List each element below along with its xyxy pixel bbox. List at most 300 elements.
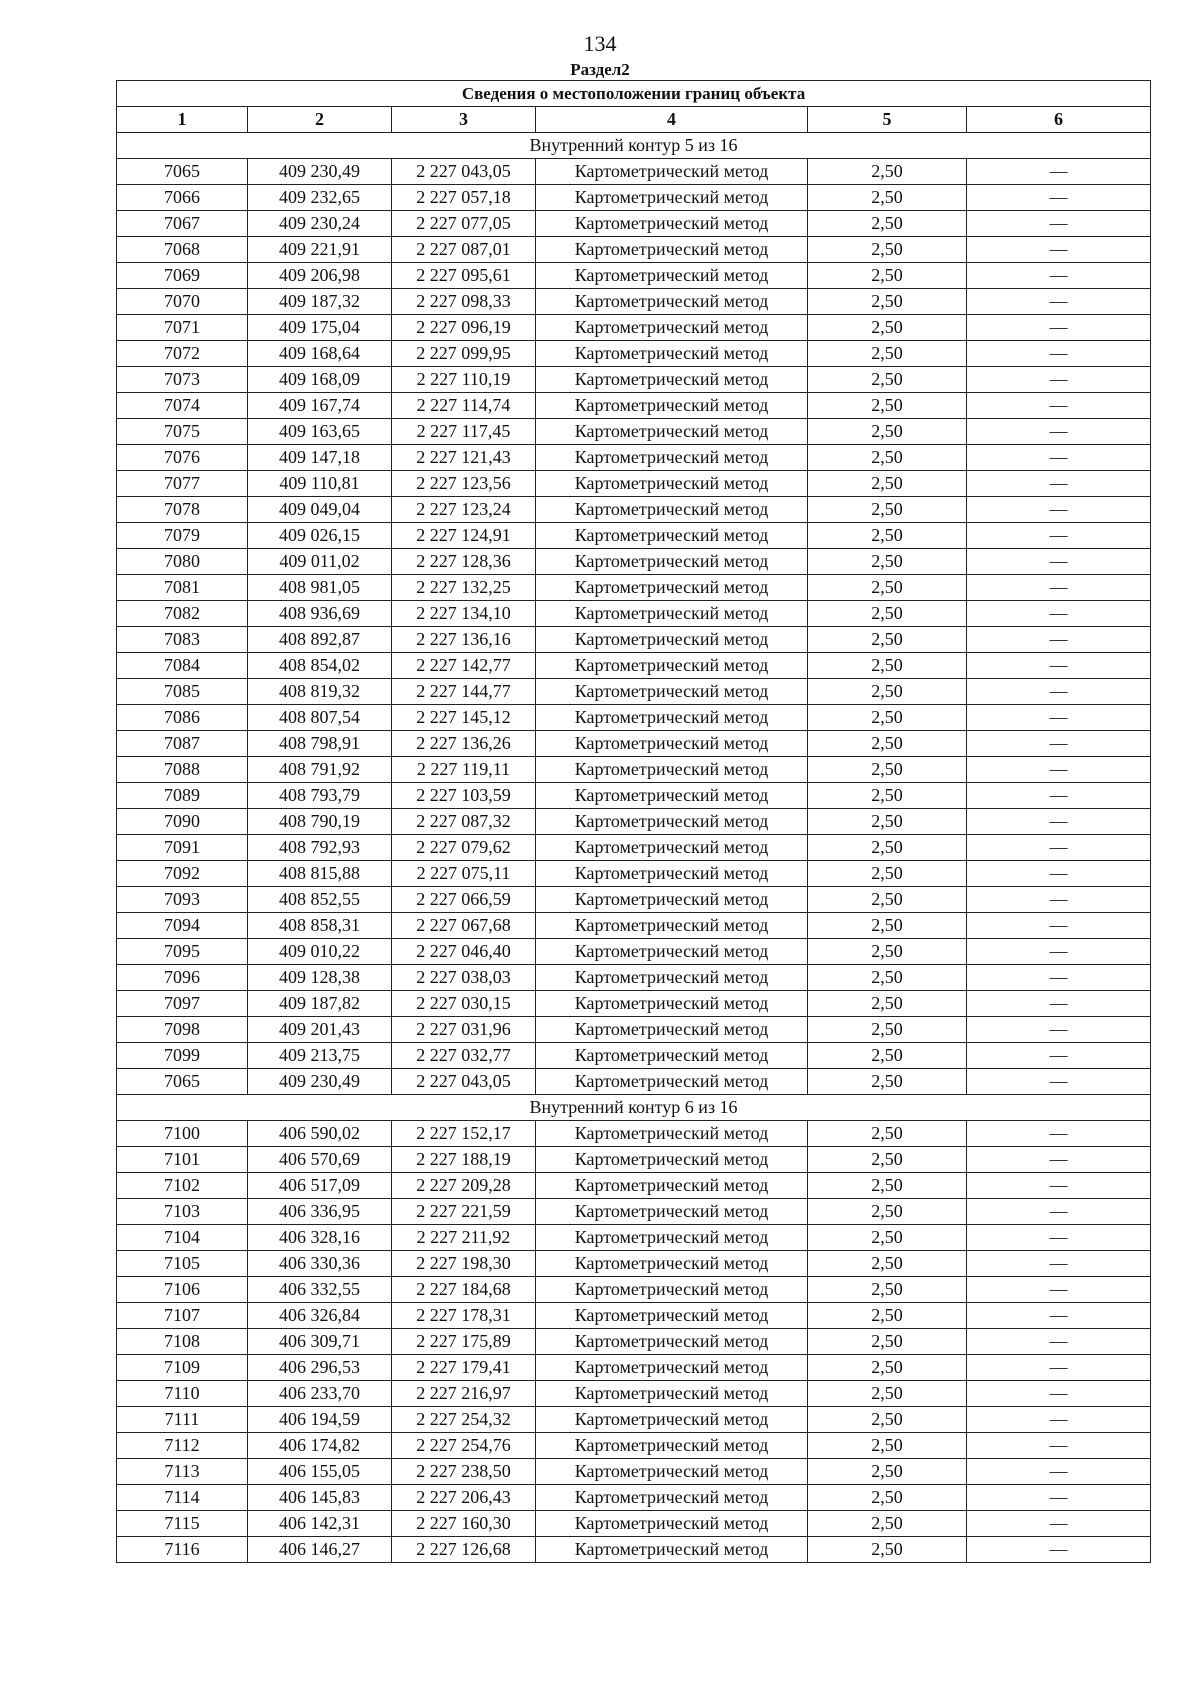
point-number: 7096	[117, 965, 248, 991]
point-number: 7066	[117, 185, 248, 211]
x-coordinate: 409 206,98	[248, 263, 392, 289]
y-coordinate: 2 227 134,10	[392, 601, 536, 627]
y-coordinate: 2 227 032,77	[392, 1043, 536, 1069]
y-coordinate: 2 227 136,16	[392, 627, 536, 653]
description: —	[967, 1225, 1151, 1251]
table-row	[117, 419, 1151, 445]
determination-method: Картометрический метод	[536, 1251, 808, 1277]
determination-method: Картометрический метод	[536, 731, 808, 757]
point-number: 7073	[117, 367, 248, 393]
x-coordinate: 406 517,09	[248, 1173, 392, 1199]
accuracy: 2,50	[808, 471, 967, 497]
accuracy: 2,50	[808, 341, 967, 367]
description: —	[967, 1381, 1151, 1407]
x-coordinate: 408 815,88	[248, 861, 392, 887]
point-number: 7076	[117, 445, 248, 471]
determination-method: Картометрический метод	[536, 939, 808, 965]
description: —	[967, 393, 1151, 419]
point-number: 7099	[117, 1043, 248, 1069]
description: —	[967, 887, 1151, 913]
table-row	[117, 939, 1151, 965]
table-row	[117, 601, 1151, 627]
accuracy: 2,50	[808, 263, 967, 289]
determination-method: Картометрический метод	[536, 263, 808, 289]
accuracy: 2,50	[808, 1043, 967, 1069]
x-coordinate: 409 230,49	[248, 1069, 392, 1095]
accuracy: 2,50	[808, 1251, 967, 1277]
description: —	[967, 419, 1151, 445]
description: —	[967, 315, 1151, 341]
accuracy: 2,50	[808, 1225, 967, 1251]
table-row	[117, 887, 1151, 913]
table-row	[117, 289, 1151, 315]
point-number: 7067	[117, 211, 248, 237]
y-coordinate: 2 227 123,24	[392, 497, 536, 523]
determination-method: Картометрический метод	[536, 601, 808, 627]
table-row	[117, 159, 1151, 185]
point-number: 7065	[117, 159, 248, 185]
description: —	[967, 211, 1151, 237]
point-number: 7077	[117, 471, 248, 497]
point-number: 7116	[117, 1537, 248, 1563]
table-row	[117, 341, 1151, 367]
point-number: 7114	[117, 1485, 248, 1511]
table-row	[117, 1121, 1151, 1147]
description: —	[967, 1017, 1151, 1043]
column-number: 1	[117, 107, 248, 133]
accuracy: 2,50	[808, 1407, 967, 1433]
table-row	[117, 991, 1151, 1017]
description: —	[967, 1043, 1151, 1069]
description: —	[967, 601, 1151, 627]
x-coordinate: 408 798,91	[248, 731, 392, 757]
table-row	[117, 731, 1151, 757]
description: —	[967, 549, 1151, 575]
point-number: 7103	[117, 1199, 248, 1225]
point-number: 7094	[117, 913, 248, 939]
point-number: 7109	[117, 1355, 248, 1381]
table-row	[117, 575, 1151, 601]
table-row	[117, 1251, 1151, 1277]
column-number: 5	[808, 107, 967, 133]
table-row	[117, 549, 1151, 575]
y-coordinate: 2 227 096,19	[392, 315, 536, 341]
x-coordinate: 408 854,02	[248, 653, 392, 679]
point-number: 7100	[117, 1121, 248, 1147]
x-coordinate: 409 175,04	[248, 315, 392, 341]
y-coordinate: 2 227 145,12	[392, 705, 536, 731]
point-number: 7070	[117, 289, 248, 315]
description: —	[967, 523, 1151, 549]
x-coordinate: 409 167,74	[248, 393, 392, 419]
description: —	[967, 1069, 1151, 1095]
accuracy: 2,50	[808, 1485, 967, 1511]
table-row	[117, 1537, 1151, 1563]
table-row	[117, 1381, 1151, 1407]
description: —	[967, 185, 1151, 211]
y-coordinate: 2 227 142,77	[392, 653, 536, 679]
point-number: 7081	[117, 575, 248, 601]
y-coordinate: 2 227 188,19	[392, 1147, 536, 1173]
point-number: 7072	[117, 341, 248, 367]
y-coordinate: 2 227 123,56	[392, 471, 536, 497]
point-number: 7101	[117, 1147, 248, 1173]
description: —	[967, 1355, 1151, 1381]
x-coordinate: 409 187,32	[248, 289, 392, 315]
point-number: 7102	[117, 1173, 248, 1199]
point-number: 7075	[117, 419, 248, 445]
description: —	[967, 861, 1151, 887]
x-coordinate: 406 194,59	[248, 1407, 392, 1433]
x-coordinate: 408 981,05	[248, 575, 392, 601]
y-coordinate: 2 227 119,11	[392, 757, 536, 783]
x-coordinate: 406 570,69	[248, 1147, 392, 1173]
y-coordinate: 2 227 031,96	[392, 1017, 536, 1043]
point-number: 7115	[117, 1511, 248, 1537]
x-coordinate: 406 309,71	[248, 1329, 392, 1355]
table-row	[117, 679, 1151, 705]
x-coordinate: 408 892,87	[248, 627, 392, 653]
x-coordinate: 406 142,31	[248, 1511, 392, 1537]
determination-method: Картометрический метод	[536, 887, 808, 913]
accuracy: 2,50	[808, 445, 967, 471]
table-title: Сведения о местоположении границ объекта	[117, 81, 1151, 107]
x-coordinate: 406 233,70	[248, 1381, 392, 1407]
point-number: 7104	[117, 1225, 248, 1251]
y-coordinate: 2 227 077,05	[392, 211, 536, 237]
table-row	[117, 757, 1151, 783]
determination-method: Картометрический метод	[536, 1407, 808, 1433]
description: —	[967, 367, 1151, 393]
point-number: 7082	[117, 601, 248, 627]
accuracy: 2,50	[808, 497, 967, 523]
y-coordinate: 2 227 124,91	[392, 523, 536, 549]
determination-method: Картометрический метод	[536, 679, 808, 705]
y-coordinate: 2 227 216,97	[392, 1381, 536, 1407]
x-coordinate: 406 174,82	[248, 1433, 392, 1459]
y-coordinate: 2 227 206,43	[392, 1485, 536, 1511]
accuracy: 2,50	[808, 653, 967, 679]
description: —	[967, 757, 1151, 783]
table-row	[117, 185, 1151, 211]
boundary-coordinates-table	[116, 80, 1151, 1563]
accuracy: 2,50	[808, 887, 967, 913]
x-coordinate: 409 147,18	[248, 445, 392, 471]
table-row	[117, 1355, 1151, 1381]
accuracy: 2,50	[808, 1199, 967, 1225]
description: —	[967, 1121, 1151, 1147]
determination-method: Картометрический метод	[536, 913, 808, 939]
point-number: 7106	[117, 1277, 248, 1303]
accuracy: 2,50	[808, 523, 967, 549]
determination-method: Картометрический метод	[536, 237, 808, 263]
x-coordinate: 409 232,65	[248, 185, 392, 211]
table-row	[117, 1303, 1151, 1329]
y-coordinate: 2 227 046,40	[392, 939, 536, 965]
point-number: 7093	[117, 887, 248, 913]
x-coordinate: 408 819,32	[248, 679, 392, 705]
x-coordinate: 406 332,55	[248, 1277, 392, 1303]
contour-header-row	[117, 1095, 1151, 1121]
description: —	[967, 783, 1151, 809]
y-coordinate: 2 227 221,59	[392, 1199, 536, 1225]
y-coordinate: 2 227 043,05	[392, 1069, 536, 1095]
description: —	[967, 1277, 1151, 1303]
x-coordinate: 409 011,02	[248, 549, 392, 575]
y-coordinate: 2 227 038,03	[392, 965, 536, 991]
table-row	[117, 627, 1151, 653]
description: —	[967, 471, 1151, 497]
determination-method: Картометрический метод	[536, 367, 808, 393]
table-row	[117, 1043, 1151, 1069]
accuracy: 2,50	[808, 1277, 967, 1303]
table-row	[117, 1069, 1151, 1095]
accuracy: 2,50	[808, 1303, 967, 1329]
y-coordinate: 2 227 103,59	[392, 783, 536, 809]
accuracy: 2,50	[808, 1017, 967, 1043]
y-coordinate: 2 227 211,92	[392, 1225, 536, 1251]
contour-label: Внутренний контур 5 из 16	[117, 133, 1151, 159]
page-number: 134	[583, 31, 617, 56]
y-coordinate: 2 227 114,74	[392, 393, 536, 419]
determination-method: Картометрический метод	[536, 419, 808, 445]
point-number: 7084	[117, 653, 248, 679]
table-row	[117, 705, 1151, 731]
table-row	[117, 835, 1151, 861]
description: —	[967, 289, 1151, 315]
x-coordinate: 406 330,36	[248, 1251, 392, 1277]
table-row	[117, 1433, 1151, 1459]
accuracy: 2,50	[808, 627, 967, 653]
y-coordinate: 2 227 152,17	[392, 1121, 536, 1147]
point-number: 7088	[117, 757, 248, 783]
x-coordinate: 409 010,22	[248, 939, 392, 965]
description: —	[967, 159, 1151, 185]
table-row	[117, 523, 1151, 549]
point-number: 7107	[117, 1303, 248, 1329]
column-number: 2	[248, 107, 392, 133]
determination-method: Картометрический метод	[536, 1017, 808, 1043]
determination-method: Картометрический метод	[536, 211, 808, 237]
point-number: 7098	[117, 1017, 248, 1043]
accuracy: 2,50	[808, 1511, 967, 1537]
determination-method: Картометрический метод	[536, 653, 808, 679]
y-coordinate: 2 227 067,68	[392, 913, 536, 939]
determination-method: Картометрический метод	[536, 575, 808, 601]
accuracy: 2,50	[808, 835, 967, 861]
x-coordinate: 409 230,24	[248, 211, 392, 237]
accuracy: 2,50	[808, 731, 967, 757]
x-coordinate: 408 792,93	[248, 835, 392, 861]
contour-label: Внутренний контур 6 из 16	[117, 1095, 1151, 1121]
point-number: 7092	[117, 861, 248, 887]
determination-method: Картометрический метод	[536, 393, 808, 419]
determination-method: Картометрический метод	[536, 471, 808, 497]
accuracy: 2,50	[808, 757, 967, 783]
determination-method: Картометрический метод	[536, 991, 808, 1017]
table-row	[117, 1407, 1151, 1433]
table-row	[117, 211, 1151, 237]
point-number: 7095	[117, 939, 248, 965]
description: —	[967, 705, 1151, 731]
description: —	[967, 497, 1151, 523]
y-coordinate: 2 227 057,18	[392, 185, 536, 211]
determination-method: Картометрический метод	[536, 809, 808, 835]
determination-method: Картометрический метод	[536, 1485, 808, 1511]
table-row	[117, 965, 1151, 991]
description: —	[967, 1433, 1151, 1459]
determination-method: Картометрический метод	[536, 1277, 808, 1303]
description: —	[967, 835, 1151, 861]
description: —	[967, 939, 1151, 965]
x-coordinate: 408 858,31	[248, 913, 392, 939]
x-coordinate: 408 807,54	[248, 705, 392, 731]
y-coordinate: 2 227 126,68	[392, 1537, 536, 1563]
table-row	[117, 1459, 1151, 1485]
determination-method: Картометрический метод	[536, 549, 808, 575]
point-number: 7083	[117, 627, 248, 653]
description: —	[967, 731, 1151, 757]
description: —	[967, 965, 1151, 991]
point-number: 7078	[117, 497, 248, 523]
x-coordinate: 409 187,82	[248, 991, 392, 1017]
table-row	[117, 445, 1151, 471]
determination-method: Картометрический метод	[536, 1381, 808, 1407]
determination-method: Картометрический метод	[536, 705, 808, 731]
table-row	[117, 1277, 1151, 1303]
description: —	[967, 1537, 1151, 1563]
point-number: 7079	[117, 523, 248, 549]
determination-method: Картометрический метод	[536, 289, 808, 315]
description: —	[967, 445, 1151, 471]
accuracy: 2,50	[808, 549, 967, 575]
table-row	[117, 1017, 1151, 1043]
x-coordinate: 409 201,43	[248, 1017, 392, 1043]
table-row	[117, 1329, 1151, 1355]
description: —	[967, 1147, 1151, 1173]
table-row	[117, 913, 1151, 939]
table-row	[117, 861, 1151, 887]
point-number: 7086	[117, 705, 248, 731]
accuracy: 2,50	[808, 1069, 967, 1095]
determination-method: Картометрический метод	[536, 1511, 808, 1537]
y-coordinate: 2 227 075,11	[392, 861, 536, 887]
accuracy: 2,50	[808, 1355, 967, 1381]
y-coordinate: 2 227 184,68	[392, 1277, 536, 1303]
accuracy: 2,50	[808, 809, 967, 835]
x-coordinate: 409 213,75	[248, 1043, 392, 1069]
determination-method: Картометрический метод	[536, 1043, 808, 1069]
accuracy: 2,50	[808, 913, 967, 939]
determination-method: Картометрический метод	[536, 1121, 808, 1147]
determination-method: Картометрический метод	[536, 1199, 808, 1225]
determination-method: Картометрический метод	[536, 757, 808, 783]
point-number: 7105	[117, 1251, 248, 1277]
accuracy: 2,50	[808, 211, 967, 237]
accuracy: 2,50	[808, 939, 967, 965]
x-coordinate: 409 026,15	[248, 523, 392, 549]
description: —	[967, 1511, 1151, 1537]
determination-method: Картометрический метод	[536, 1459, 808, 1485]
table-row	[117, 393, 1151, 419]
point-number: 7085	[117, 679, 248, 705]
y-coordinate: 2 227 110,19	[392, 367, 536, 393]
point-number: 7068	[117, 237, 248, 263]
table-row	[117, 1173, 1151, 1199]
table-row	[117, 367, 1151, 393]
determination-method: Картометрический метод	[536, 627, 808, 653]
determination-method: Картометрический метод	[536, 523, 808, 549]
description: —	[967, 913, 1151, 939]
x-coordinate: 406 296,53	[248, 1355, 392, 1381]
determination-method: Картометрический метод	[536, 341, 808, 367]
accuracy: 2,50	[808, 315, 967, 341]
accuracy: 2,50	[808, 1433, 967, 1459]
determination-method: Картометрический метод	[536, 1537, 808, 1563]
determination-method: Картометрический метод	[536, 1069, 808, 1095]
description: —	[967, 1407, 1151, 1433]
y-coordinate: 2 227 030,15	[392, 991, 536, 1017]
table-row	[117, 237, 1151, 263]
accuracy: 2,50	[808, 1329, 967, 1355]
point-number: 7112	[117, 1433, 248, 1459]
accuracy: 2,50	[808, 575, 967, 601]
point-number: 7089	[117, 783, 248, 809]
y-coordinate: 2 227 136,26	[392, 731, 536, 757]
y-coordinate: 2 227 087,01	[392, 237, 536, 263]
x-coordinate: 408 790,19	[248, 809, 392, 835]
determination-method: Картометрический метод	[536, 185, 808, 211]
y-coordinate: 2 227 254,76	[392, 1433, 536, 1459]
description: —	[967, 1251, 1151, 1277]
x-coordinate: 409 221,91	[248, 237, 392, 263]
contour-header-row	[117, 133, 1151, 159]
description: —	[967, 1459, 1151, 1485]
accuracy: 2,50	[808, 705, 967, 731]
accuracy: 2,50	[808, 991, 967, 1017]
description: —	[967, 237, 1151, 263]
x-coordinate: 406 328,16	[248, 1225, 392, 1251]
table-row	[117, 1511, 1151, 1537]
accuracy: 2,50	[808, 419, 967, 445]
determination-method: Картометрический метод	[536, 1225, 808, 1251]
y-coordinate: 2 227 079,62	[392, 835, 536, 861]
description: —	[967, 341, 1151, 367]
y-coordinate: 2 227 160,30	[392, 1511, 536, 1537]
accuracy: 2,50	[808, 1381, 967, 1407]
y-coordinate: 2 227 254,32	[392, 1407, 536, 1433]
y-coordinate: 2 227 175,89	[392, 1329, 536, 1355]
x-coordinate: 409 230,49	[248, 159, 392, 185]
determination-method: Картометрический метод	[536, 1433, 808, 1459]
x-coordinate: 409 168,64	[248, 341, 392, 367]
determination-method: Картометрический метод	[536, 835, 808, 861]
point-number: 7113	[117, 1459, 248, 1485]
point-number: 7108	[117, 1329, 248, 1355]
accuracy: 2,50	[808, 965, 967, 991]
point-number: 7071	[117, 315, 248, 341]
determination-method: Картометрический метод	[536, 1355, 808, 1381]
accuracy: 2,50	[808, 601, 967, 627]
y-coordinate: 2 227 144,77	[392, 679, 536, 705]
determination-method: Картометрический метод	[536, 1329, 808, 1355]
point-number: 7111	[117, 1407, 248, 1433]
description: —	[967, 809, 1151, 835]
y-coordinate: 2 227 179,41	[392, 1355, 536, 1381]
point-number: 7069	[117, 263, 248, 289]
table-row	[117, 263, 1151, 289]
y-coordinate: 2 227 087,32	[392, 809, 536, 835]
